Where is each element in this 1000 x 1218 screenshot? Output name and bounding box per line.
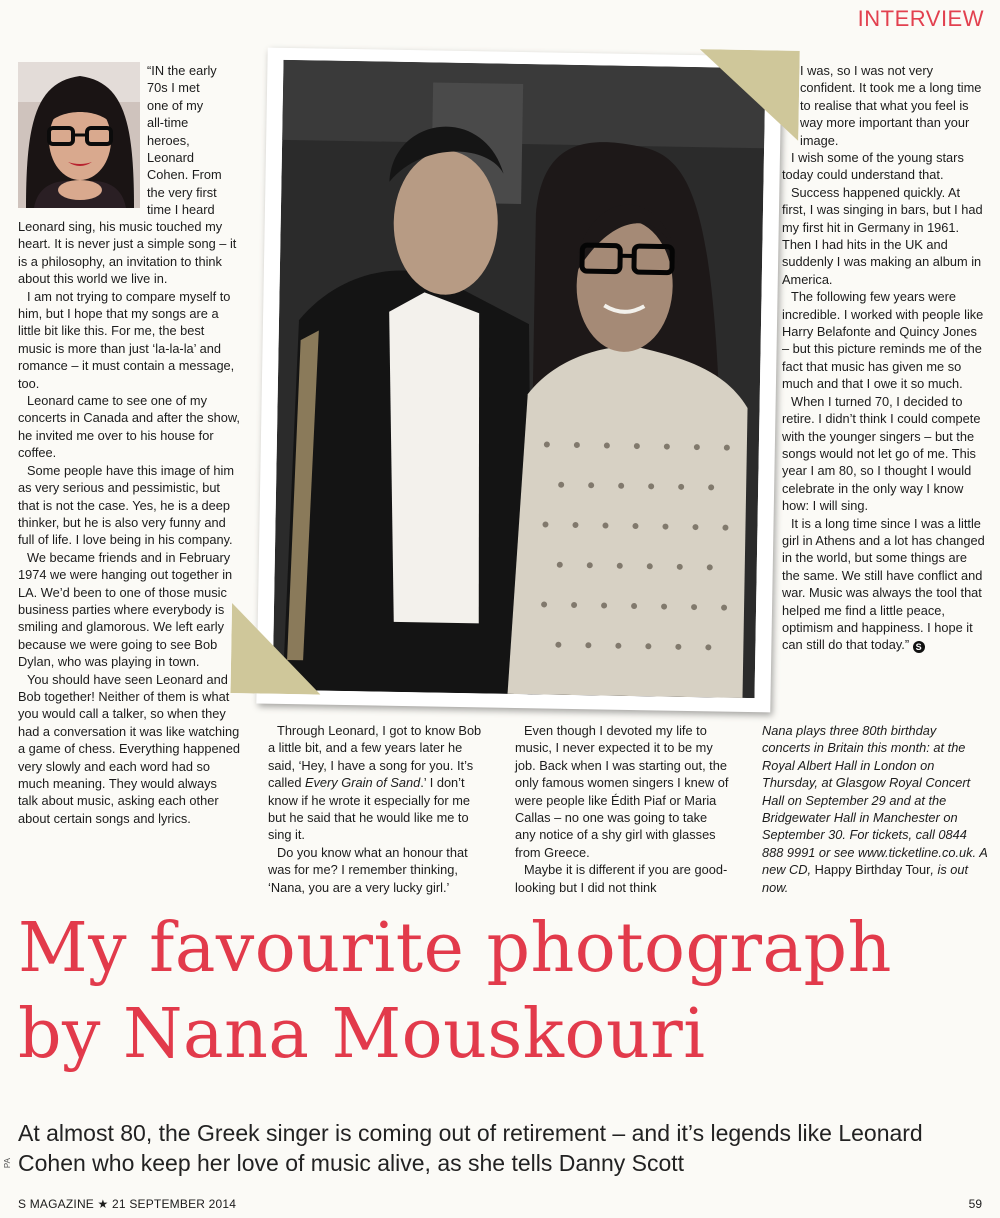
paragraph: Even though I devoted my life to music, I never expected it to be my job. Back when I was starting out, the only famous women singers I knew of were people like Édith Piaf or Maria Callas – no one was going to take any notice of a shy girl with glasses from Greece. [515,723,729,860]
paragraph: Maybe it is different if you are good-looking but I did not think [515,862,728,895]
text-span: .’ I don’t know if he wrote it especially for me but he said that he would like me to sing it. [268,775,470,843]
headline-line: My favourite photograph [18,909,892,988]
column-4-top [800,62,986,149]
intro-line: heroes, [147,132,190,148]
column-4 [782,149,986,654]
paragraph: I was, so I was not very confident. It took me a long time to realise that what you feel is way more important than your image. [800,63,982,148]
intro-line: time I heard [147,202,215,218]
intro-line: all-time [147,115,189,131]
text-span: Through Leonard, I got to know Bob a little bit, and a few years later he said, ‘Hey, I have a song for you. It’s called [268,723,482,791]
text-span: It is a long time since I was a little girl in Athens and a lot has changed in the world, but some things are the same. We still have conflict and war. Music was always the tool that helped me find a little peace, optimism and happiness. I hope it can still do that today.” [782,515,985,653]
photo-corner-top-right [698,49,800,151]
paragraph: I wish some of the young stars today could understand that. [782,150,964,183]
paragraph: Do you know what an honour that was for me? I remember thinking, ‘Nana, you are a very lucky girl.’ [268,844,468,895]
column-3 [515,722,731,896]
intro-line: one of my [147,97,204,113]
footer-publication: S MAGAZINE ★ 21 SEPTEMBER 2014 [18,1197,237,1211]
main-photo-frame [256,48,781,713]
paragraph: Leonard came to see one of my concerts in Canada and after the show, he invited me over to his house for coffee. [18,393,240,461]
standfirst: At almost 80, the Greek singer is coming out of retirement – and it’s legends like Leonard Cohen who keep her love of music alive, as she tells Danny Scott [18,1120,923,1176]
main-photo [273,60,766,698]
portrait-photo [18,62,140,208]
cd-title: Happy Birthday Tour [814,862,931,878]
intro-line: Cohen. From [147,167,222,183]
photo-credit: PA [3,1158,12,1169]
paragraph: Leonard sing, his music touched my heart. It is never just a simple song – it is a philosophy, an invitation to think about this world we live in. [18,219,237,287]
text-span: Nana plays three 80th birthday concerts in Britain this month: at the Royal Albert Hall in London on Thursday, at Glasgow Royal Concert Hall on September 29 and at the Bridgewater Hall in Manchester on September 30. For tickets, call 0844 888 9991 or see www.ticketline.co.uk. A new CD, [762,723,988,878]
paragraph: Success happened quickly. At first, I was singing in bars, but I had my first hit in Germany in 1961. Then I had hits in the UK and suddenly I was making an album in America. [782,184,983,287]
paragraph: I am not trying to compare myself to him, but I hope that my songs are a little bit like this. For me, the best music is more than just ‘la-la-la’ and romance – it must contain a message, too. [18,288,235,391]
page-number: 59 [968,1197,982,1211]
photo-corner-bottom-left [230,593,332,695]
column-1 [18,218,240,827]
paragraph: The following few years were incredible. I worked with people like Harry Belafonte and Quincy Jones – but this picture reminds me of the fact that music has given me so much and that I owe it so much. [782,289,984,392]
headline [18,906,988,1078]
end-mark-icon: S [913,641,925,653]
intro-line: the very first [147,184,217,200]
paragraph: You should have seen Leonard and Bob together! Neither of them is what you would call a talker, so when they had a conversation it was like watching a game of chess. Everything happened very slowly and each word had so much meaning. They would always talk about music, asking each other about certain songs and lyrics. [18,671,240,826]
song-title: Every Grain of Sand [305,775,421,791]
intro-line: 70s I met [147,80,200,96]
headline-line: by Nana Mouskouri [18,995,706,1074]
intro-line: “IN the early [147,63,217,78]
intro-line: Leonard [147,150,194,166]
paragraph: When I turned 70, I decided to retire. I didn’t think I could compete with the younger singers – but the songs would not let go of me. This year I am 80, so I thought I would celebrate in the only way I know how: I will sing. [782,393,981,514]
paragraph: Some people have this image of him as very serious and pessimistic, but that is not the case. Yes, he is a deep thinker, but he is also very funny and full of life. I love being in his company. [18,462,234,548]
event-credit [762,722,988,896]
paragraph [762,722,988,896]
text-span: , is out now. [762,862,969,895]
paragraph: We became friends and in February 1974 we were hanging out together in LA. We’d been to one of those music business parties where everybody is smiling and glamorous. We left early because we were going to see Bob Dylan, who was playing in town. [18,549,233,670]
section-label: INTERVIEW [857,6,984,31]
paragraph [782,515,986,654]
column-1-intro [147,62,247,219]
column-2 [268,722,484,896]
paragraph [268,722,484,844]
